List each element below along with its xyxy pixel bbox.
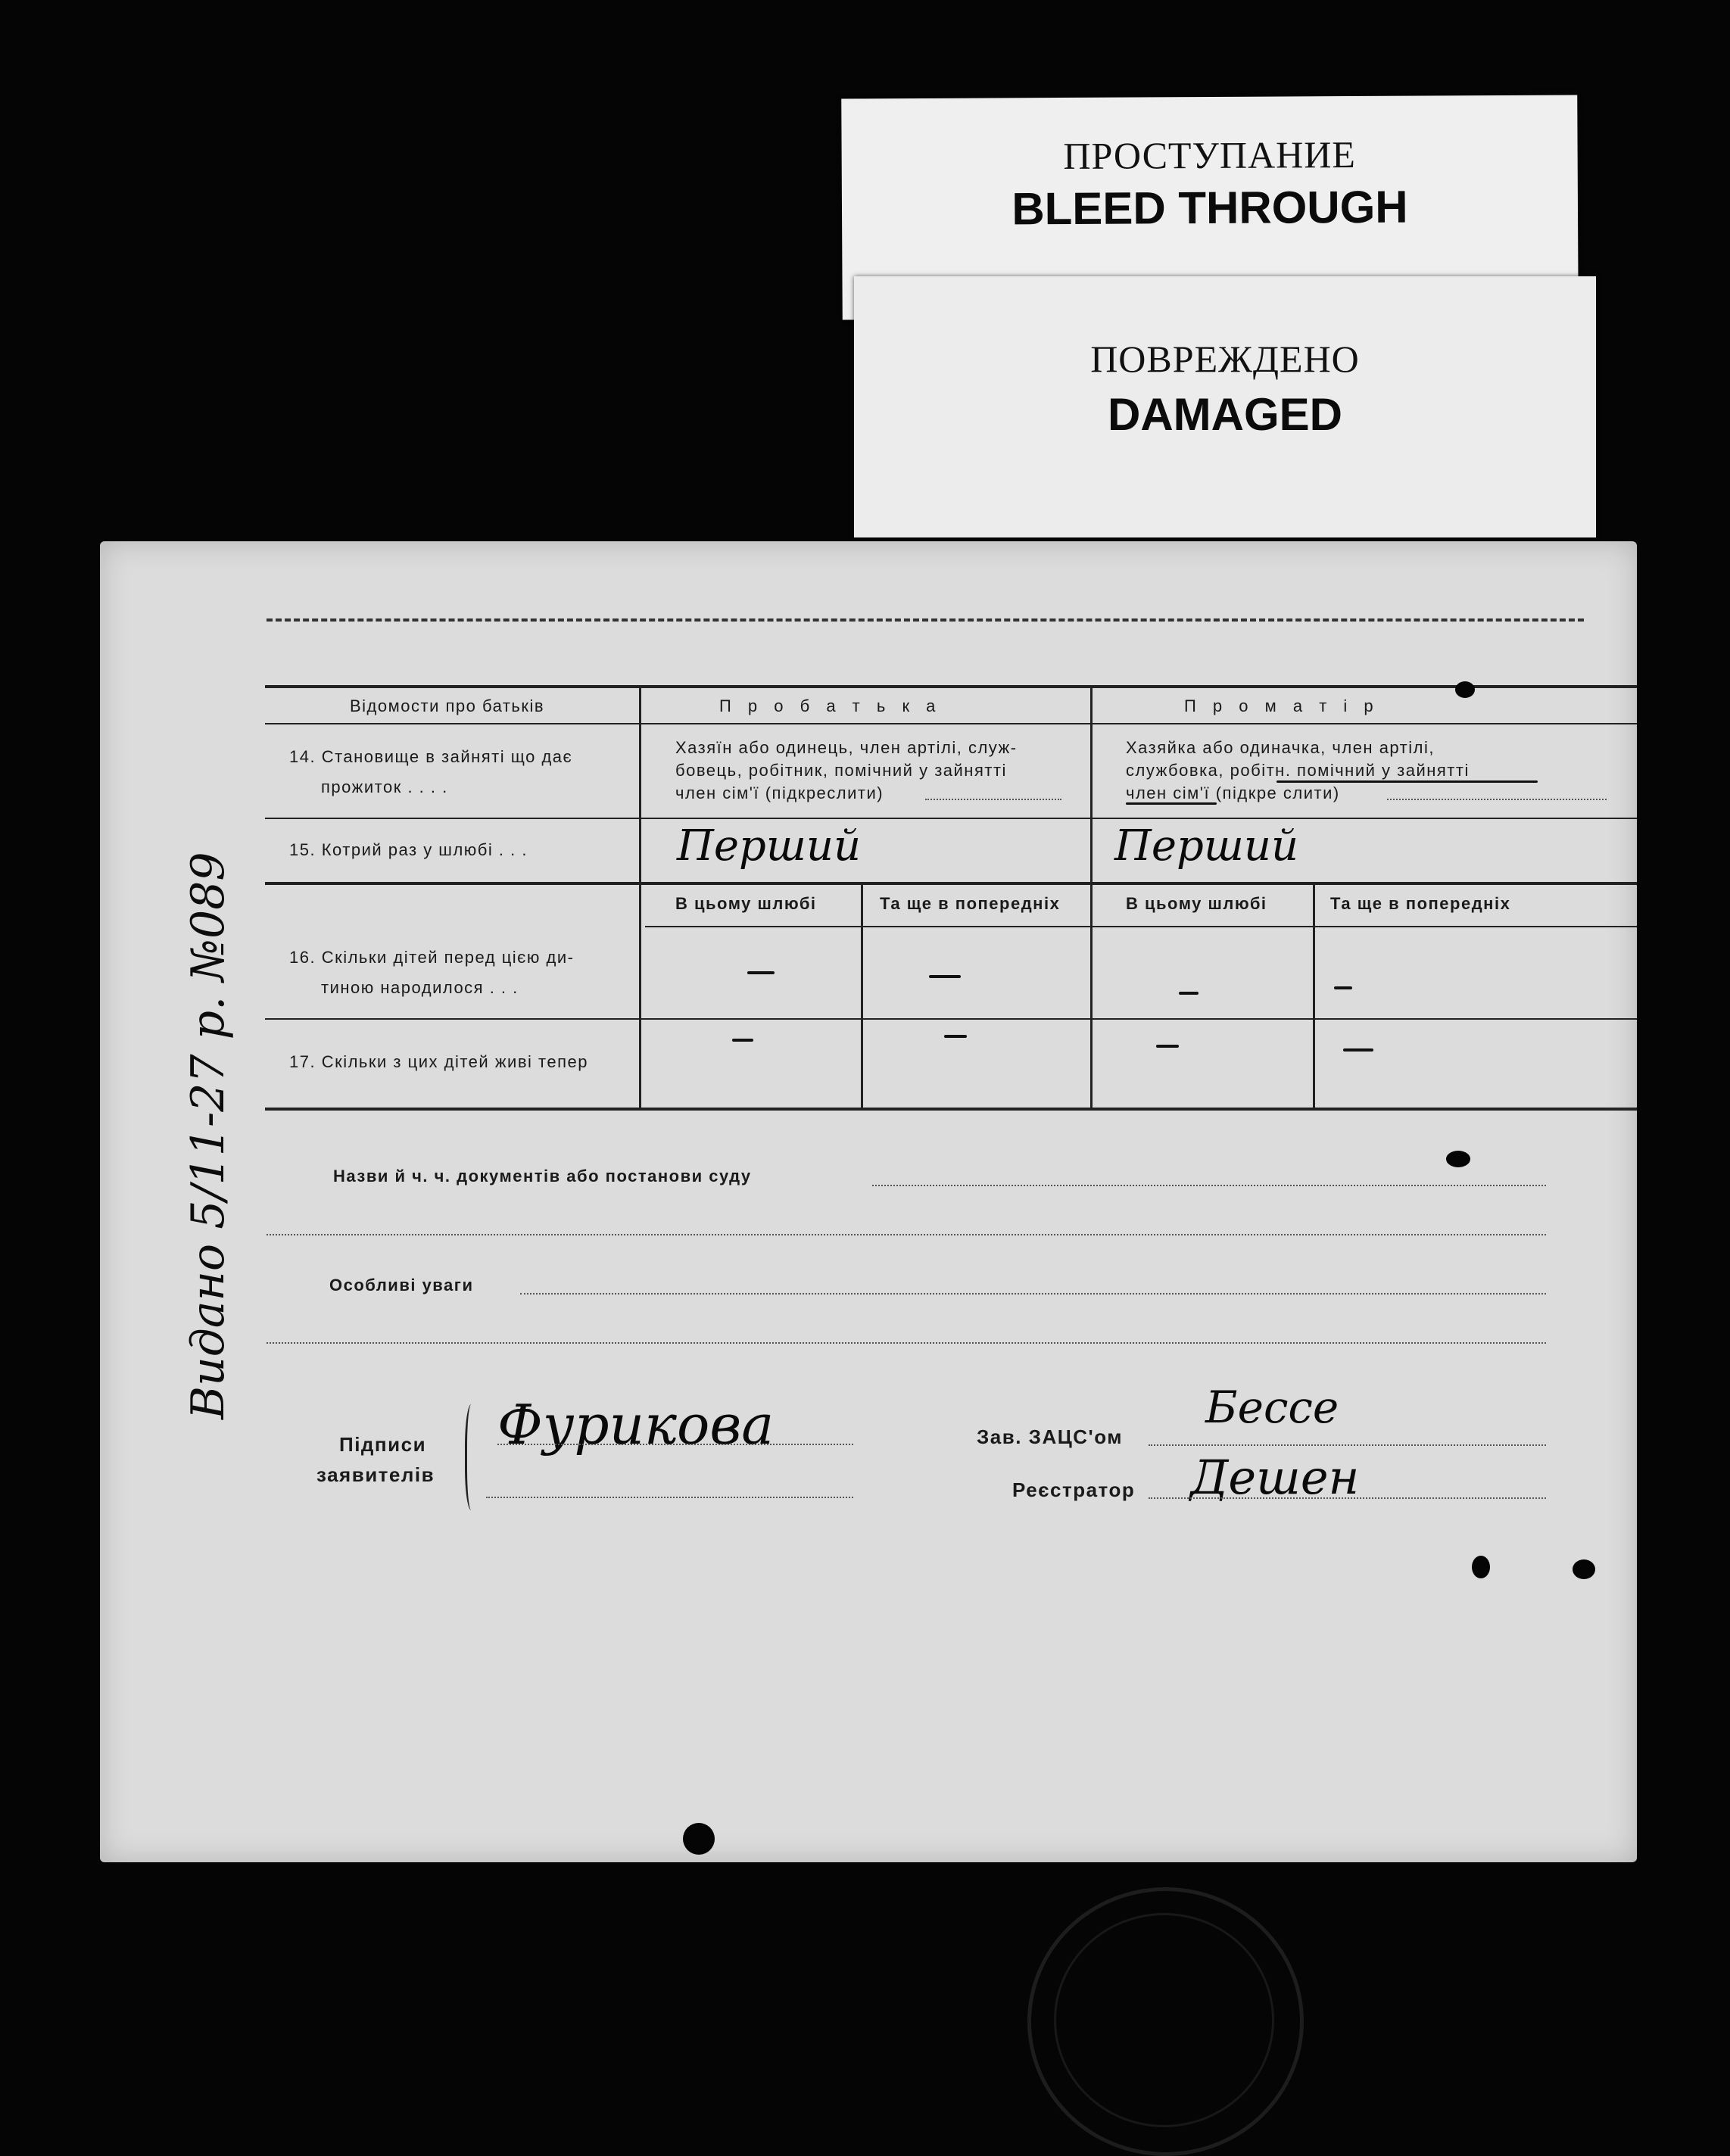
col-divider-1	[639, 685, 641, 1109]
applicant-sign-line-2	[486, 1497, 853, 1498]
damage-spot	[1472, 1556, 1490, 1578]
row14-label-1: 14. Становище в зайняті що дає	[289, 747, 573, 766]
col-header-label: Відомости про батьків	[350, 696, 545, 715]
subheader-border	[645, 926, 1637, 927]
registrar-sign-line	[1149, 1497, 1546, 1499]
row14-mother-2: службовка, робітн. помічний у зайнятті	[1126, 761, 1470, 780]
row16-label-1: 16. Скільки дітей перед цією ди-	[289, 948, 575, 967]
head-label: Зав. ЗАЦС'ом	[977, 1425, 1123, 1448]
damage-spot	[1573, 1559, 1595, 1579]
official-stamp-inner	[1054, 1913, 1274, 2127]
col-father-header: П р о б а т ь к а	[719, 696, 942, 715]
row14-mother-underline-2	[1126, 802, 1217, 805]
form-sheet	[100, 541, 1637, 1862]
row14-mother-underline	[1276, 780, 1538, 783]
row16-border	[265, 1018, 1637, 1020]
row16-label-2: тиною народилося . . .	[321, 978, 519, 997]
row14-father-dots	[925, 799, 1061, 800]
row14-mother-3: член сім'ї (підкре слити)	[1126, 784, 1340, 802]
remarks-label: Особливі уваги	[329, 1276, 474, 1295]
table-bottom-border	[265, 1108, 1637, 1111]
row15-label: 15. Котрий раз у шлюбі . . .	[289, 840, 528, 859]
row16-mother-prev-dash	[1334, 986, 1352, 989]
row17-mother-prev-dash	[1343, 1048, 1373, 1052]
sub-mother-previous: Та ще в попередніх	[1330, 894, 1511, 913]
row15-border	[265, 882, 1637, 885]
row14-father-3: член сім'ї (підкреслити)	[675, 784, 884, 802]
row17-mother-this-dash	[1156, 1045, 1179, 1048]
row14-mother-1: Хазяйка або одиначка, член артілі,	[1126, 738, 1435, 757]
damaged-card	[854, 276, 1596, 537]
row14-father-2: бовець, робітник, помічний у зайнятті	[675, 761, 1007, 780]
documents-dots-2	[267, 1234, 1546, 1235]
bleed-through-ru: ПРОСТУПАНИЕ	[1063, 132, 1357, 178]
damage-spot	[1455, 681, 1475, 698]
row17-father-this-dash	[732, 1039, 753, 1042]
row14-label-2: прожиток . . . .	[321, 777, 448, 796]
head-signature: Бессе	[1205, 1382, 1339, 1433]
cut-line	[267, 618, 1584, 622]
margin-note: Видано 5/11-27 р. №089	[182, 852, 235, 1419]
row14-father-1: Хазяїн або одинець, член артілі, служ-	[675, 738, 1018, 757]
remarks-dots-2	[267, 1342, 1546, 1344]
applicant-sign-line-1	[497, 1444, 853, 1445]
table-header-border	[265, 723, 1637, 724]
sub-mother-this: В цьому шлюбі	[1126, 894, 1267, 913]
row14-border	[265, 818, 1637, 819]
table-top-border	[265, 685, 1637, 688]
col-mother-header: П р о м а т і р	[1184, 696, 1379, 715]
row15-mother-value: Перший	[1114, 821, 1299, 871]
applicant-signature: Фурикова	[497, 1393, 775, 1457]
documents-label: Назви й ч. ч. документів або постанови суду	[333, 1167, 752, 1185]
row16-father-prev-dash	[929, 975, 961, 978]
row16-father-this-dash	[747, 971, 775, 974]
row17-father-prev-dash	[944, 1035, 967, 1038]
head-sign-line	[1149, 1444, 1546, 1446]
damaged-ru: ПОВРЕЖДЕНО	[1090, 338, 1360, 380]
registrar-signature: Дешен	[1190, 1450, 1360, 1505]
col-divider-3	[861, 882, 863, 1109]
row14-mother-dots	[1387, 799, 1607, 800]
row16-mother-this-dash	[1179, 992, 1199, 995]
col-divider-2	[1090, 685, 1093, 1109]
sub-father-this: В цьому шлюбі	[675, 894, 817, 913]
row15-father-value: Перший	[677, 821, 862, 871]
registrar-label: Реєстратор	[1012, 1478, 1136, 1501]
signatures-label-2: заявителів	[316, 1463, 435, 1486]
damage-spot	[1446, 1151, 1470, 1167]
punch-hole	[683, 1823, 715, 1855]
row17-label: 17. Скільки з цих дітей живі тепер	[289, 1052, 588, 1071]
damaged-en: DAMAGED	[1108, 389, 1342, 440]
col-divider-4	[1313, 882, 1315, 1109]
sub-father-previous: Та ще в попередніх	[880, 894, 1061, 913]
remarks-dots-1	[520, 1293, 1546, 1295]
signatures-label-1: Підписи	[339, 1433, 427, 1456]
signatures-bracket	[465, 1404, 481, 1510]
bleed-through-en: BLEED THROUGH	[1012, 181, 1408, 235]
documents-dots-1	[872, 1185, 1546, 1186]
